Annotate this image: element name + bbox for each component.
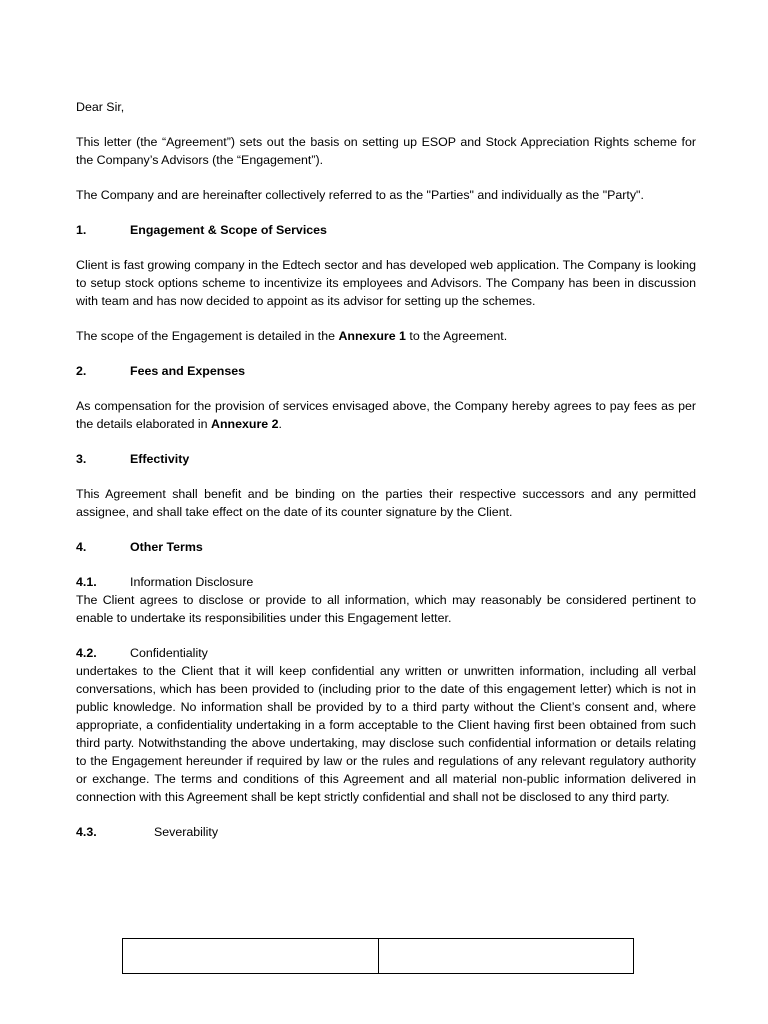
section-title: Fees and Expenses [130,364,246,378]
section-4-1-paragraph: The Client agrees to disclose or provide to all information, which may reasonably be considered pertinent to enable to undertake its responsibilities under this Engagement letter. [76,593,696,625]
section-title: Other Terms [130,540,203,554]
signature-cell-left [123,939,378,973]
section-3-paragraph: This Agreement shall benefit and be binding on the parties their respective successors and any permitted assignee, and shall take effect on the date of its counter signature by the Client. [76,487,696,519]
subsection-title: Information Disclosure [130,575,254,589]
section-4-heading [76,538,696,556]
subsection-title: Confidentiality [130,646,208,660]
fees-text: As compensation for the provision of services envisaged above, the Company hereby agrees to pay fees as per the details elaborated in [76,399,696,431]
subsection-title: Severability [154,825,219,839]
scope-text: The scope of the Engagement is detailed in the [76,329,339,343]
section-4-2-heading [76,644,696,662]
section-1-paragraph: Client is fast growing company in the Edtech sector and has developed web application. The Company is looking to setup stock options scheme to incentivize its employees and Advisors. The Company has been in discussion with team and has now decided to appoint as its advisor for setting up the schemes. [76,258,696,308]
scope-text-end: to the Agreement. [405,329,508,343]
annexure-1-ref: Annexure 1 [338,329,406,343]
section-2-heading [76,362,696,380]
subsection-number: 4.1. [76,575,97,589]
letter-body [76,98,696,841]
section-number: 4. [76,540,87,554]
section-title: Effectivity [130,452,190,466]
signature-cell-right [378,939,634,973]
subsection-number: 4.2. [76,646,97,660]
section-number: 2. [76,364,87,378]
section-title: Engagement & Scope of Services [130,223,327,237]
fees-text-end: . [278,417,282,431]
salutation: Dear Sir, [76,100,125,114]
subsection-number: 4.3. [76,825,97,839]
section-1-heading [76,221,696,239]
section-2-paragraph [76,397,696,433]
section-4-2-paragraph: undertakes to the Client that it will keep confidential any written or unwritten information, including all verbal conversations, which has been provided to (including prior to the date of this engagement letter) which is not in public knowledge. No information shall be provided by to a third party without the Client’s consent and, where appropriate, a confidentiality undertaking in a form acceptable to the Client having first been obtained from such third party. Notwithstanding the above undertaking, may disclose such confidential information or details relating to the Engagement hereunder if required by law or the rules and regulations of any relevant regulatory authority or exchange. The terms and conditions of this Agreement and all material non-public information delivered in connection with this Agreement shall be kept strictly confidential and shall not be disclosed to any third party. [76,664,696,804]
section-4-3-heading [76,823,696,841]
section-3-heading [76,450,696,468]
parties-paragraph: The Company and are hereinafter collectively referred to as the "Parties" and individually as the "Party". [76,188,644,202]
annexure-2-ref: Annexure 2 [211,417,279,431]
section-number: 3. [76,452,87,466]
section-number: 1. [76,223,87,237]
signature-table [122,938,634,974]
section-4-1-heading [76,573,696,591]
scope-paragraph [76,327,696,345]
intro-paragraph: This letter (the “Agreement”) sets out the basis on setting up ESOP and Stock Appreciation Rights scheme for the Company’s Advisors (the “Engagement”). [76,135,696,167]
